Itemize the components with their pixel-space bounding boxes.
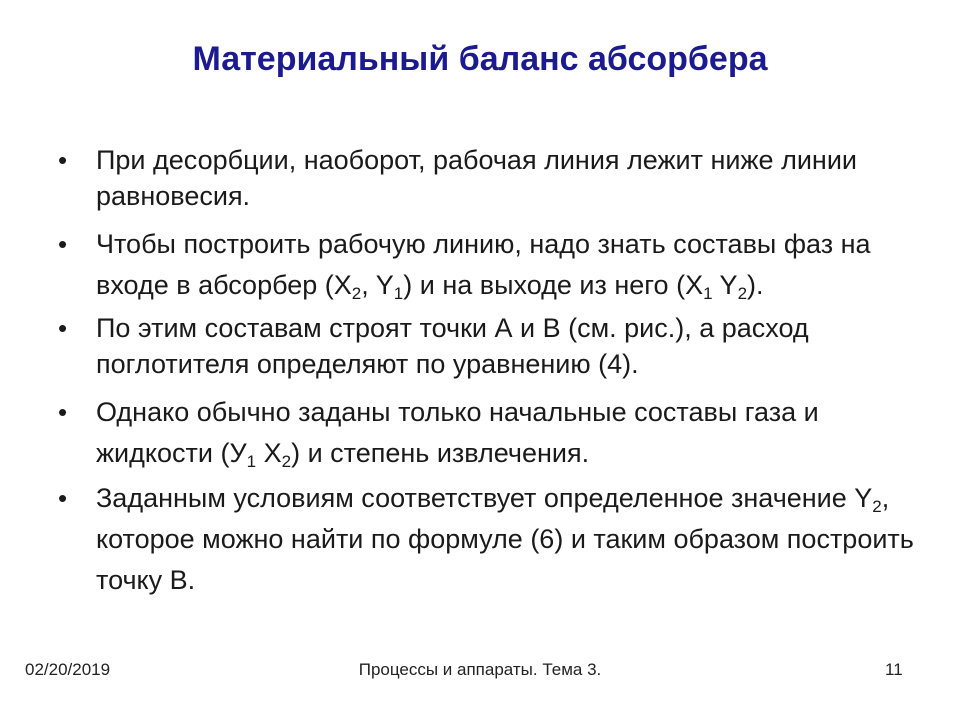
bullet-dot-icon: • xyxy=(58,229,68,259)
subscript: 1 xyxy=(246,452,257,471)
bullet-dot-icon: • xyxy=(58,397,68,427)
subscript: 1 xyxy=(393,284,404,303)
slide-title: Материальный баланс абсорбера xyxy=(192,40,768,78)
bullet-text: Y xyxy=(712,270,738,300)
footer-date: 02/20/2019 xyxy=(25,660,111,679)
bullet-item xyxy=(58,478,918,601)
bullet-dot-icon: • xyxy=(58,483,68,513)
bullet-text: Чтобы построить рабочую линию, надо знать составы фаз на входе в абсорбер (X xyxy=(96,229,871,300)
bullet-dot-icon: • xyxy=(58,145,68,175)
bullet-item xyxy=(58,310,918,382)
bullet-text: , которое можно найти по формуле (6) и таким образом построить точку В. xyxy=(96,483,914,595)
bullet-item xyxy=(58,142,918,214)
bullet-text: , Y xyxy=(361,270,394,300)
bullet-text: X xyxy=(256,438,282,468)
bullet-list xyxy=(58,142,918,605)
subscript: 1 xyxy=(703,284,713,303)
footer-topic: Процессы и аппараты. Тема 3. xyxy=(358,660,602,679)
bullet-text: ) и на выходе из него (X xyxy=(403,270,704,300)
bullet-item xyxy=(58,224,918,306)
subscript: 2 xyxy=(281,452,292,471)
page-number: 11 xyxy=(885,660,903,679)
bullet-text: ) и степень извлечения. xyxy=(291,438,590,468)
subscript: 2 xyxy=(737,284,748,303)
bullet-item xyxy=(58,392,918,474)
bullet-dot-icon: • xyxy=(58,313,68,343)
bullet-text: ). xyxy=(747,270,764,300)
subscript: 2 xyxy=(351,284,362,303)
bullet-text: Однако обычно заданы только начальные составы газа и жидкости (У xyxy=(96,397,819,468)
bullet-text: Заданным условиям соответствует определенное значение Y xyxy=(96,483,873,513)
bullet-text: При десорбции, наоборот, рабочая линия лежит ниже линии равновесия. xyxy=(96,145,857,211)
subscript: 2 xyxy=(872,497,882,516)
bullet-text: По этим составам строят точки А и В (см. рис.), а расход поглотителя определяют по уравнению (4). xyxy=(96,313,809,379)
